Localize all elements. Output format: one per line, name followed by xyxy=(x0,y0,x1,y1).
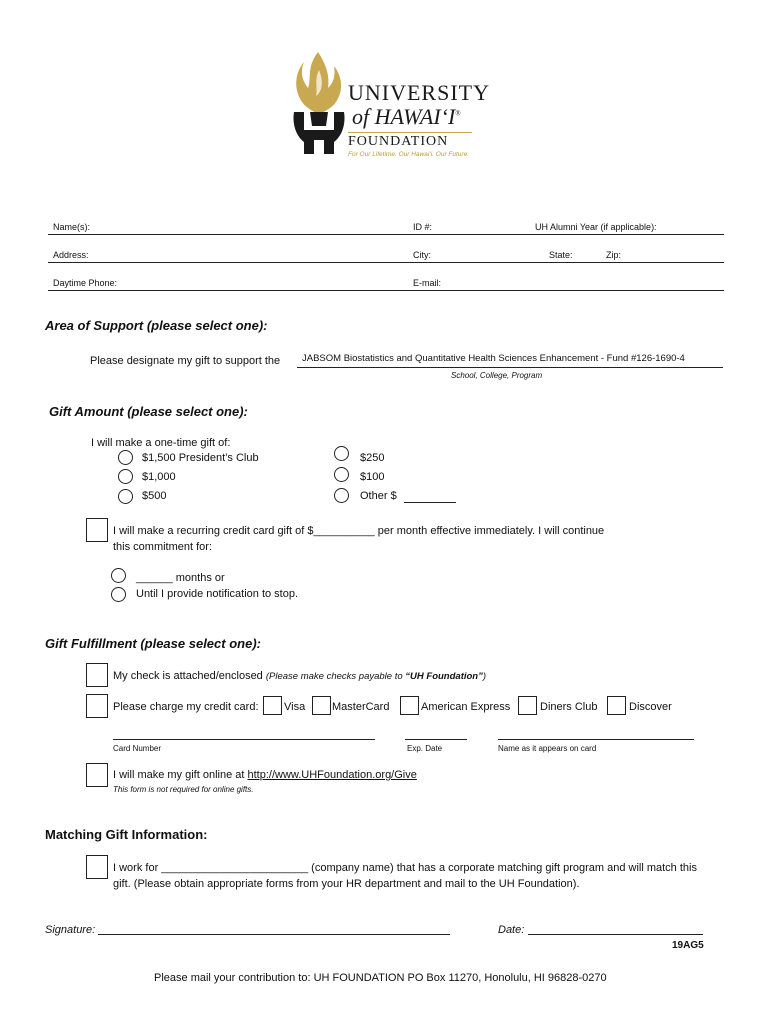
radio-100[interactable] xyxy=(334,467,349,482)
recurring-text-2: this commitment for: xyxy=(113,541,213,553)
date-field[interactable] xyxy=(528,934,703,935)
amex-label: American Express xyxy=(421,701,511,713)
matching-heading: Matching Gift Information: xyxy=(45,827,208,842)
radio-250[interactable] xyxy=(334,446,349,461)
logo-foundation: FOUNDATION xyxy=(348,134,449,149)
one-time-intro: I will make a one-time gift of: xyxy=(91,437,231,449)
recurring-checkbox[interactable] xyxy=(86,518,108,542)
zip-label: Zip: xyxy=(606,250,622,260)
months-label: ______ months or xyxy=(136,572,225,584)
radio-other[interactable] xyxy=(334,488,349,503)
online-link[interactable]: http://www.UHFoundation.org/Give xyxy=(247,769,417,781)
signature-label: Signature: xyxy=(45,924,96,936)
check-note xyxy=(266,671,486,682)
name-on-card-label: Name as it appears on card xyxy=(498,744,597,753)
date-label: Date: xyxy=(498,924,525,936)
check-note-a: (Please make checks payable to xyxy=(265,671,406,682)
fund-caption: School, College, Program xyxy=(451,371,543,380)
state-label: State: xyxy=(549,250,573,260)
id-label: ID #: xyxy=(413,222,433,232)
online-label: I will make my gift online at xyxy=(113,769,248,781)
check-text xyxy=(113,670,486,682)
exp-date-field[interactable] xyxy=(405,739,467,740)
form-code: 19AG5 xyxy=(672,940,704,951)
check-note-payee: “UH Foundation” xyxy=(405,671,483,682)
option-1500-label: $1,500 President’s Club xyxy=(142,452,259,464)
exp-date-label: Exp. Date xyxy=(407,744,443,753)
logo-divider xyxy=(348,132,472,133)
radio-months[interactable] xyxy=(111,568,126,583)
card-number-field[interactable] xyxy=(113,739,375,740)
city-label: City: xyxy=(413,250,431,260)
visa-checkbox[interactable] xyxy=(263,696,282,715)
foundation-logo xyxy=(288,50,488,162)
names-label: Name(s): xyxy=(53,222,91,232)
torch-logo-icon xyxy=(288,50,350,160)
diners-label: Diners Club xyxy=(540,701,598,713)
radio-1000[interactable] xyxy=(118,469,133,484)
mastercard-checkbox[interactable] xyxy=(312,696,331,715)
option-1000-label: $1,000 xyxy=(142,471,176,483)
check-label: My check is attached/enclosed xyxy=(113,670,263,682)
charge-checkbox[interactable] xyxy=(86,694,108,718)
discover-label: Discover xyxy=(629,701,672,713)
email-label: E-mail: xyxy=(413,278,442,288)
signature-field[interactable] xyxy=(98,934,450,935)
mastercard-label: MasterCard xyxy=(332,701,390,713)
address-label: Address: xyxy=(53,250,89,260)
option-other-label: Other $ xyxy=(360,490,397,502)
designate-label: Please designate my gift to support the xyxy=(90,355,281,367)
recurring-text-1: I will make a recurring credit card gift of $__________ per month effective immediately. I will continue xyxy=(113,525,605,537)
check-checkbox[interactable] xyxy=(86,663,108,687)
option-250-label: $250 xyxy=(360,452,385,464)
amex-checkbox[interactable] xyxy=(400,696,419,715)
radio-1500[interactable] xyxy=(118,450,133,465)
name-on-card-field[interactable] xyxy=(498,739,694,740)
radio-500[interactable] xyxy=(118,489,133,504)
matching-text-1: I work for ________________________ (company name) that has a corporate matching gift program and will match this xyxy=(113,862,697,874)
phone-label: Daytime Phone: xyxy=(53,278,118,288)
address-field[interactable] xyxy=(48,262,724,263)
visa-label: Visa xyxy=(284,701,306,713)
check-note-c: ) xyxy=(482,671,487,682)
discover-checkbox[interactable] xyxy=(607,696,626,715)
option-100-label: $100 xyxy=(360,471,385,483)
support-heading: Area of Support (please select one): xyxy=(45,318,268,333)
amount-heading: Gift Amount (please select one): xyxy=(49,404,248,419)
fund-value[interactable]: JABSOM Biostatistics and Quantitative Health Sciences Enhancement - Fund #126-1690-4 xyxy=(302,353,685,364)
phone-field[interactable] xyxy=(48,290,724,291)
logo-of-hawaii: of HAWAI‘I® xyxy=(352,104,461,129)
mail-instructions: Please mail your contribution to: UH FOUNDATION PO Box 11270, Honolulu, HI 96828-0270 xyxy=(154,972,607,984)
fund-line xyxy=(297,367,723,368)
online-checkbox[interactable] xyxy=(86,763,108,787)
online-note: This form is not required for online gifts. xyxy=(113,785,254,794)
option-500-label: $500 xyxy=(142,490,167,502)
matching-checkbox[interactable] xyxy=(86,855,108,879)
other-amount-field[interactable] xyxy=(404,502,456,503)
card-number-label: Card Number xyxy=(113,744,162,753)
names-field[interactable] xyxy=(48,234,724,235)
diners-checkbox[interactable] xyxy=(518,696,537,715)
matching-text-2: gift. (Please obtain appropriate forms from your HR department and mail to the UH Foundation). xyxy=(113,878,580,890)
alumni-year-label: UH Alumni Year (if applicable): xyxy=(535,222,657,232)
fulfillment-heading: Gift Fulfillment (please select one): xyxy=(45,636,261,651)
radio-until-notice[interactable] xyxy=(111,587,126,602)
logo-tagline: For Our Lifetime. Our Hawai‘i. Our Future. xyxy=(348,151,470,158)
logo-university: UNIVERSITY xyxy=(348,80,490,105)
online-text xyxy=(113,769,417,781)
until-notice-label: Until I provide notification to stop. xyxy=(136,588,299,600)
charge-label: Please charge my credit card: xyxy=(113,701,259,713)
